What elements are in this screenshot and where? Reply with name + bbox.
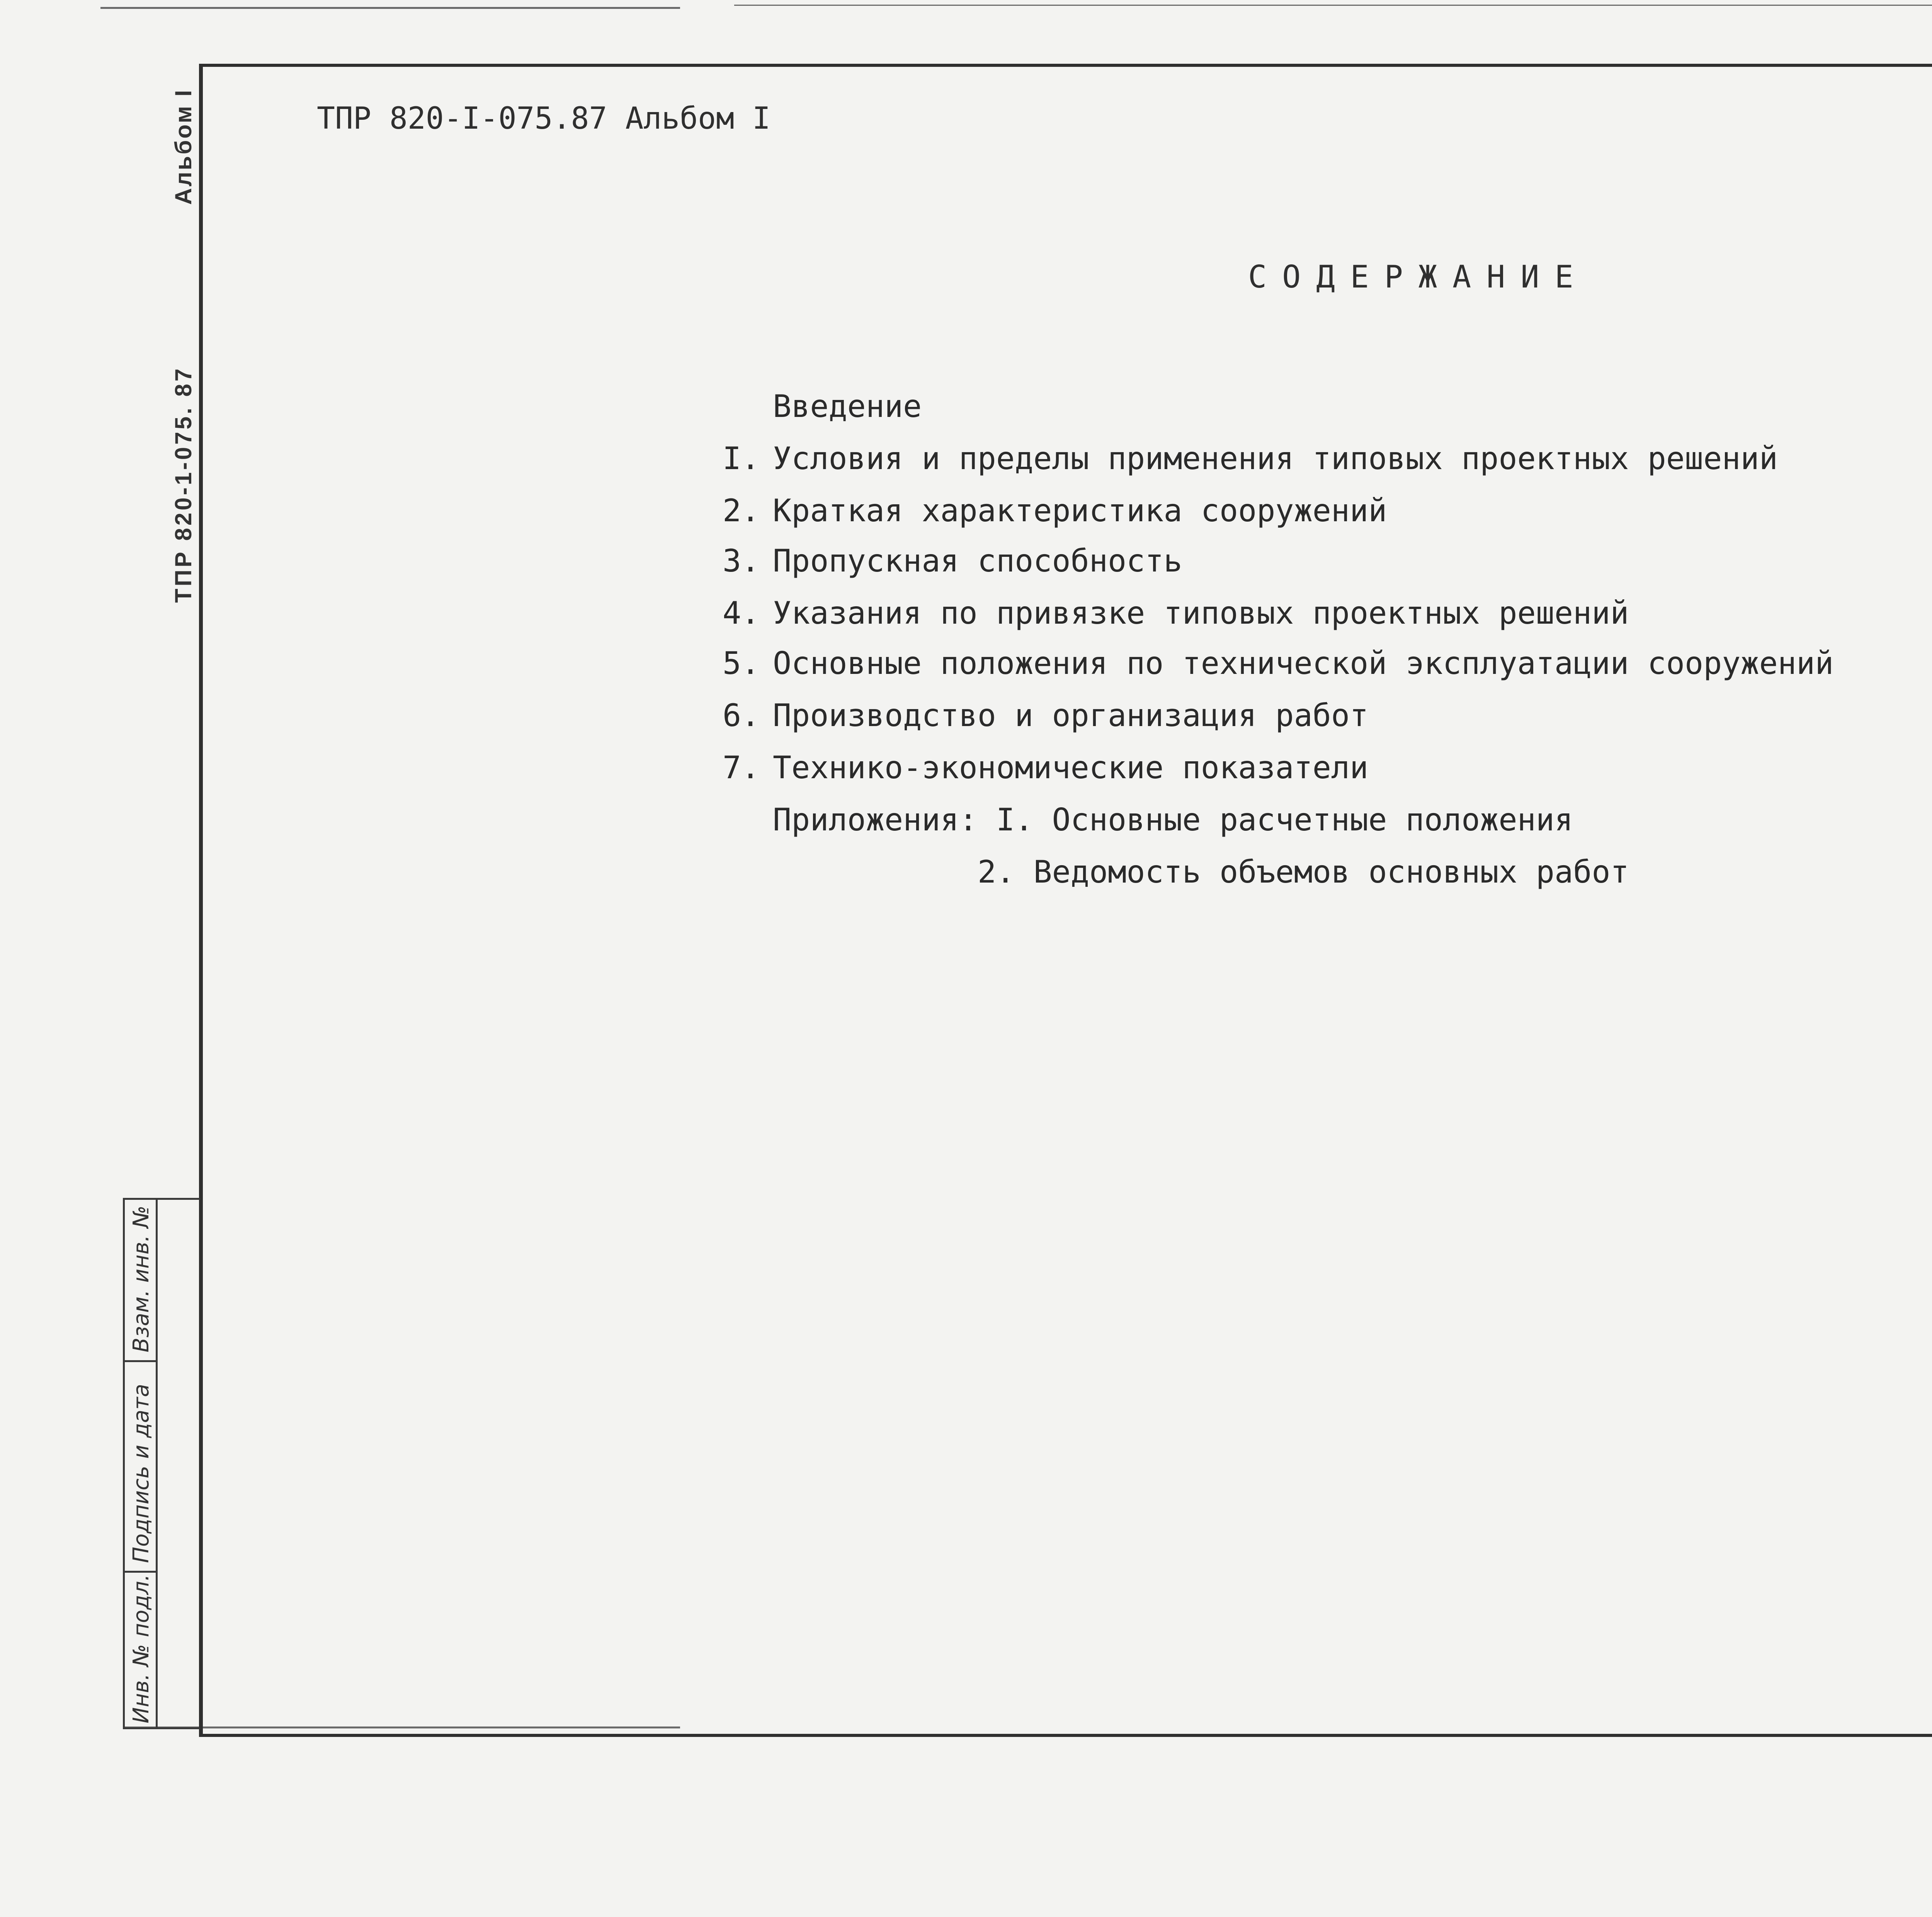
stamp-column-divider	[156, 1200, 158, 1727]
toc-entry-number: 2.	[723, 493, 760, 529]
stamp-replacement-inventory: Взам. инв. №	[129, 1205, 154, 1352]
toc-entry-number: 4.	[723, 595, 760, 631]
approval-stamp-table	[123, 1198, 200, 1729]
toc-entry-label: 2. Ведомость объемов основных работ	[978, 854, 1629, 890]
toc-entry-label: Условия и пределы применения типовых проектных решений	[773, 441, 1778, 476]
stamp-row-divider	[125, 1360, 158, 1362]
toc-entry-number: I.	[723, 441, 760, 476]
toc-entry-label: Указания по привязке типовых проектных решений	[773, 595, 1629, 631]
contents-heading: СОДЕРЖАНИЕ	[1248, 259, 1589, 295]
toc-entry-number: 6.	[723, 697, 760, 733]
toc-entry-label: Приложения: I. Основные расчетные положения	[773, 802, 1573, 838]
toc-entry-number: 5.	[723, 645, 760, 681]
stamp-signature-date: Подпись и дата	[129, 1384, 154, 1563]
top-rule-left	[100, 7, 680, 9]
toc-entry-label: Производство и организация работ	[773, 697, 1369, 733]
toc-entry-label: Пропускная способность	[773, 543, 1182, 579]
toc-entry-number: 7.	[723, 750, 760, 786]
top-rule-right	[734, 5, 1932, 6]
side-album-label: Альбом I	[170, 88, 196, 205]
stamp-row-divider	[125, 1571, 158, 1573]
drawing-frame	[199, 64, 1932, 1737]
toc-entry-label: Основные положения по технической эксплуатации сооружений	[773, 645, 1834, 681]
toc-entry-label: Краткая характеристика сооружений	[773, 493, 1387, 529]
document-header: ТПР 820-I-075.87 Альбом I	[317, 101, 770, 136]
stamp-original-inventory: Инв. № подл.	[129, 1574, 154, 1723]
toc-entry-number: 3.	[723, 543, 760, 579]
toc-entry-label: Технико-экономические показатели	[773, 750, 1369, 786]
side-designation: ТПР 820-1-075. 87	[170, 366, 196, 603]
toc-entry-label: Введение	[773, 388, 922, 424]
